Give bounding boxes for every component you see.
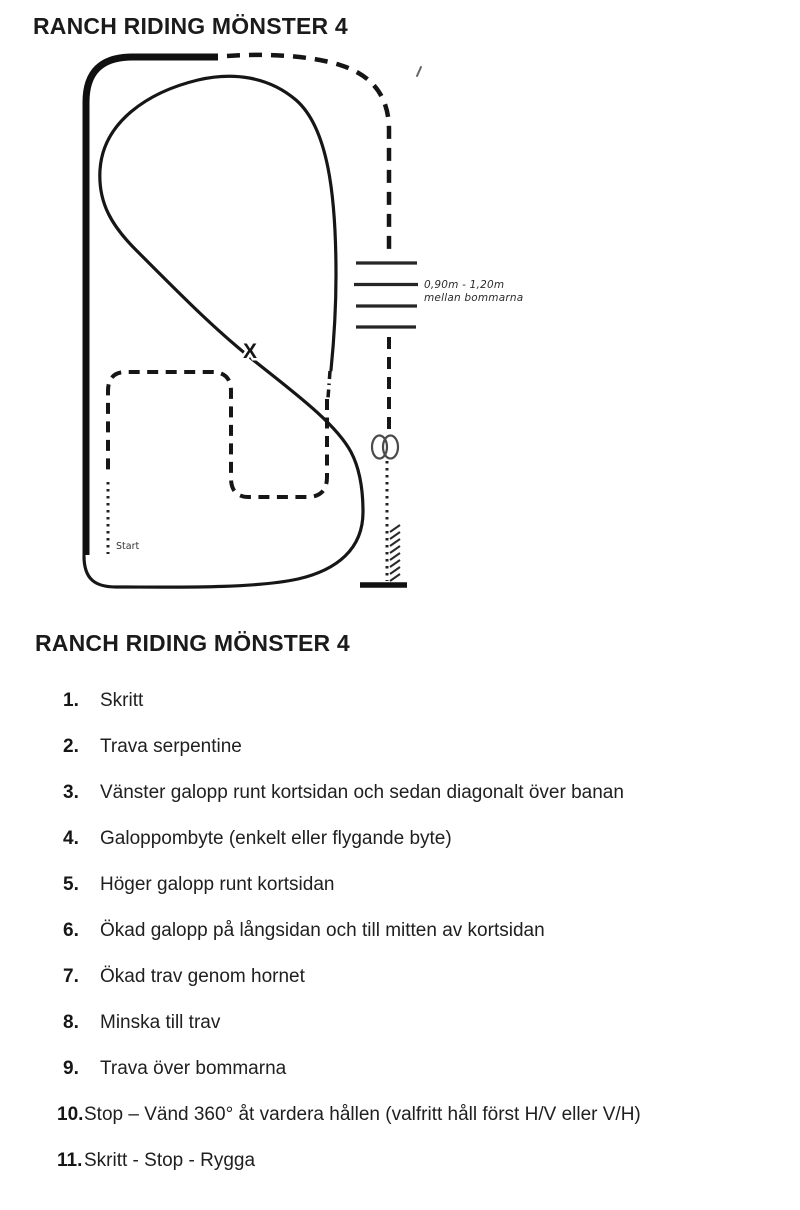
step-number: 7. xyxy=(63,966,79,987)
turn-360-symbol xyxy=(372,436,398,459)
start-label: Start xyxy=(116,541,140,552)
pattern-step-7 xyxy=(0,966,790,988)
poles-spacing-note-line2: mellan bommarna xyxy=(424,292,524,304)
step-number: 4. xyxy=(63,828,79,849)
step-text: Minska till trav xyxy=(100,1012,221,1033)
step-number: 11. xyxy=(57,1150,83,1171)
step-number: 9. xyxy=(63,1058,79,1079)
pattern-step-4 xyxy=(0,828,790,850)
pattern-step-11 xyxy=(0,1150,790,1172)
trot-track-dashed-path xyxy=(227,55,389,256)
step-text: Skritt - Stop - Rygga xyxy=(84,1150,256,1171)
arena-wall-line xyxy=(86,57,218,555)
transition-dashdot-path xyxy=(328,371,330,398)
stray-mark xyxy=(417,67,421,76)
pattern-step-1 xyxy=(0,690,790,712)
step-text: Trava över bommarna xyxy=(100,1058,287,1079)
step-number: 10. xyxy=(57,1104,84,1125)
pattern-step-10 xyxy=(0,1104,790,1126)
step-text: Ökad galopp på långsidan och till mitten av kortsidan xyxy=(100,920,545,941)
pattern-step-list xyxy=(0,690,790,1196)
pattern-step-3 xyxy=(0,782,790,804)
step-text: Galoppombyte (enkelt eller flygande byte) xyxy=(100,828,452,849)
trot-poles xyxy=(354,263,418,327)
step-text: Stop – Vänd 360° åt vardera hållen (valfritt håll först H/V eller V/H) xyxy=(84,1104,641,1125)
lope-loop-path xyxy=(84,76,363,587)
step-text: Vänster galopp runt kortsidan och sedan diagonalt över banan xyxy=(100,782,624,803)
poles-spacing-note-line1: 0,90m - 1,20m xyxy=(424,279,505,291)
step-number: 3. xyxy=(63,782,79,803)
step-text: Trava serpentine xyxy=(100,736,242,757)
pattern-step-9 xyxy=(0,1058,790,1080)
pattern-step-5 xyxy=(0,874,790,896)
pattern-step-6 xyxy=(0,920,790,942)
pattern-heading: RANCH RIDING MÖNSTER 4 xyxy=(35,630,350,656)
step-text: Höger galopp runt kortsidan xyxy=(100,874,335,895)
step-number: 2. xyxy=(63,736,79,757)
step-text: Skritt xyxy=(100,690,144,711)
step-number: 8. xyxy=(63,1012,79,1033)
step-number: 6. xyxy=(63,920,79,941)
step-text: Ökad trav genom hornet xyxy=(100,966,305,987)
pattern-step-8 xyxy=(0,1012,790,1034)
pattern-step-2 xyxy=(0,736,790,758)
step-number: 1. xyxy=(63,690,79,711)
page-title: RANCH RIDING MÖNSTER 4 xyxy=(33,13,348,39)
center-x-marker: X xyxy=(243,340,258,363)
backup-hatches xyxy=(390,525,400,581)
step-number: 5. xyxy=(63,874,79,895)
